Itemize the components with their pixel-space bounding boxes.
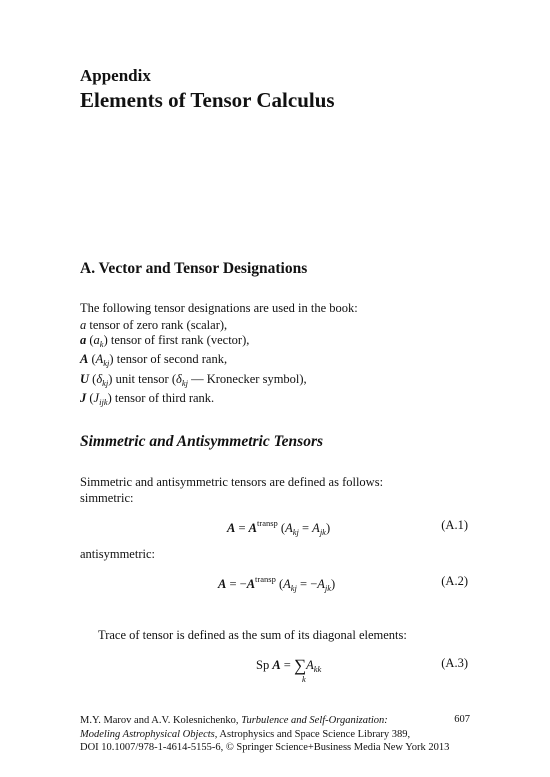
item-text: tensor of zero rank (scalar), <box>86 318 228 332</box>
antisymmetric-label: antisymmetric: <box>80 547 155 561</box>
list-item: J $(J_{ijk})$ tensor of third rank. <box>80 390 215 407</box>
component-symbol: J <box>93 390 100 405</box>
footer-citation <box>80 714 470 755</box>
section-title: A. Vector and Tensor Designations <box>80 260 308 277</box>
simmetric-label: simmetric: <box>80 491 134 505</box>
delta-index: kj <box>181 377 188 388</box>
transp-superscript: transp <box>257 518 278 528</box>
trace-text: Trace of tensor is defined as the sum of its diagonal elements: <box>98 628 407 642</box>
symbol: J <box>80 390 87 405</box>
appendix-label: Appendix <box>80 66 151 85</box>
component-index: kj <box>102 377 109 388</box>
symbol: a <box>80 333 87 348</box>
page-number: 607 <box>454 714 470 725</box>
definition-text: Simmetric and antisymmetric tensors are defined as follows: <box>80 475 384 489</box>
designation-list <box>80 318 307 410</box>
item-tail: — Kronecker symbol), <box>187 371 307 386</box>
component-symbol: δ <box>96 371 103 386</box>
item-text: tensor of first rank (vector), <box>107 333 250 348</box>
footer-subtitle: Modeling Astrophysical Objects <box>80 728 215 740</box>
component-index: k <box>99 339 104 350</box>
equation-a2: $A = -A^{transp}$ $(A_{kj} = -A_{jk})$ <box>218 574 336 593</box>
symbol: a <box>80 318 87 332</box>
list-item: A $(A_{kj})$ tensor of second rank, <box>80 352 228 369</box>
subsection-title: Simmetric and Antisymmetric Tensors <box>80 433 324 450</box>
footer-doi: DOI 10.1007/978-1-4614-5155-6, © Springer Science+Business Media New York 2013 <box>80 742 450 753</box>
list-item: a $(a_k)$ tensor of first rank (vector), <box>80 333 250 350</box>
section-intro: The following tensor designations are used in the book: <box>80 301 358 315</box>
item-text: tensor of third rank. <box>111 390 215 405</box>
equation-a1: $A = A^{transp}$ $(A_{kj} = A_{jk})$ <box>227 518 331 537</box>
chapter-title: Elements of Tensor Calculus <box>80 88 335 112</box>
equation-number: (A.1) <box>441 518 468 532</box>
component-symbol: A <box>95 352 104 367</box>
equation-number: (A.2) <box>441 574 468 588</box>
list-item: U $(\delta_{kj})$ unit tensor ($\delta_{kj}$ — Kronecker symbol), <box>80 371 307 388</box>
component-index: kj <box>103 358 110 369</box>
component-index: ijk <box>99 396 108 407</box>
transp-superscript: transp <box>255 574 276 584</box>
item-text: unit tensor ( <box>112 371 176 386</box>
footer-authors: M.Y. Marov and A.V. Kolesnichenko, <box>80 715 242 726</box>
equation-a3: Sp $A = \sum A_{kk}$ k <box>256 656 322 684</box>
symbol: A <box>80 352 89 367</box>
footer-series: , Astrophysics and Space Science Library 389, <box>214 728 411 740</box>
delta-symbol: δ <box>176 371 182 386</box>
component-symbol: a <box>93 333 100 348</box>
list-item <box>80 318 307 333</box>
item-text: tensor of second rank, <box>113 352 228 367</box>
symbol: U <box>80 371 90 386</box>
equation-number: (A.3) <box>441 656 468 670</box>
footer-book-title: Turbulence and Self-Organization: <box>241 715 388 726</box>
